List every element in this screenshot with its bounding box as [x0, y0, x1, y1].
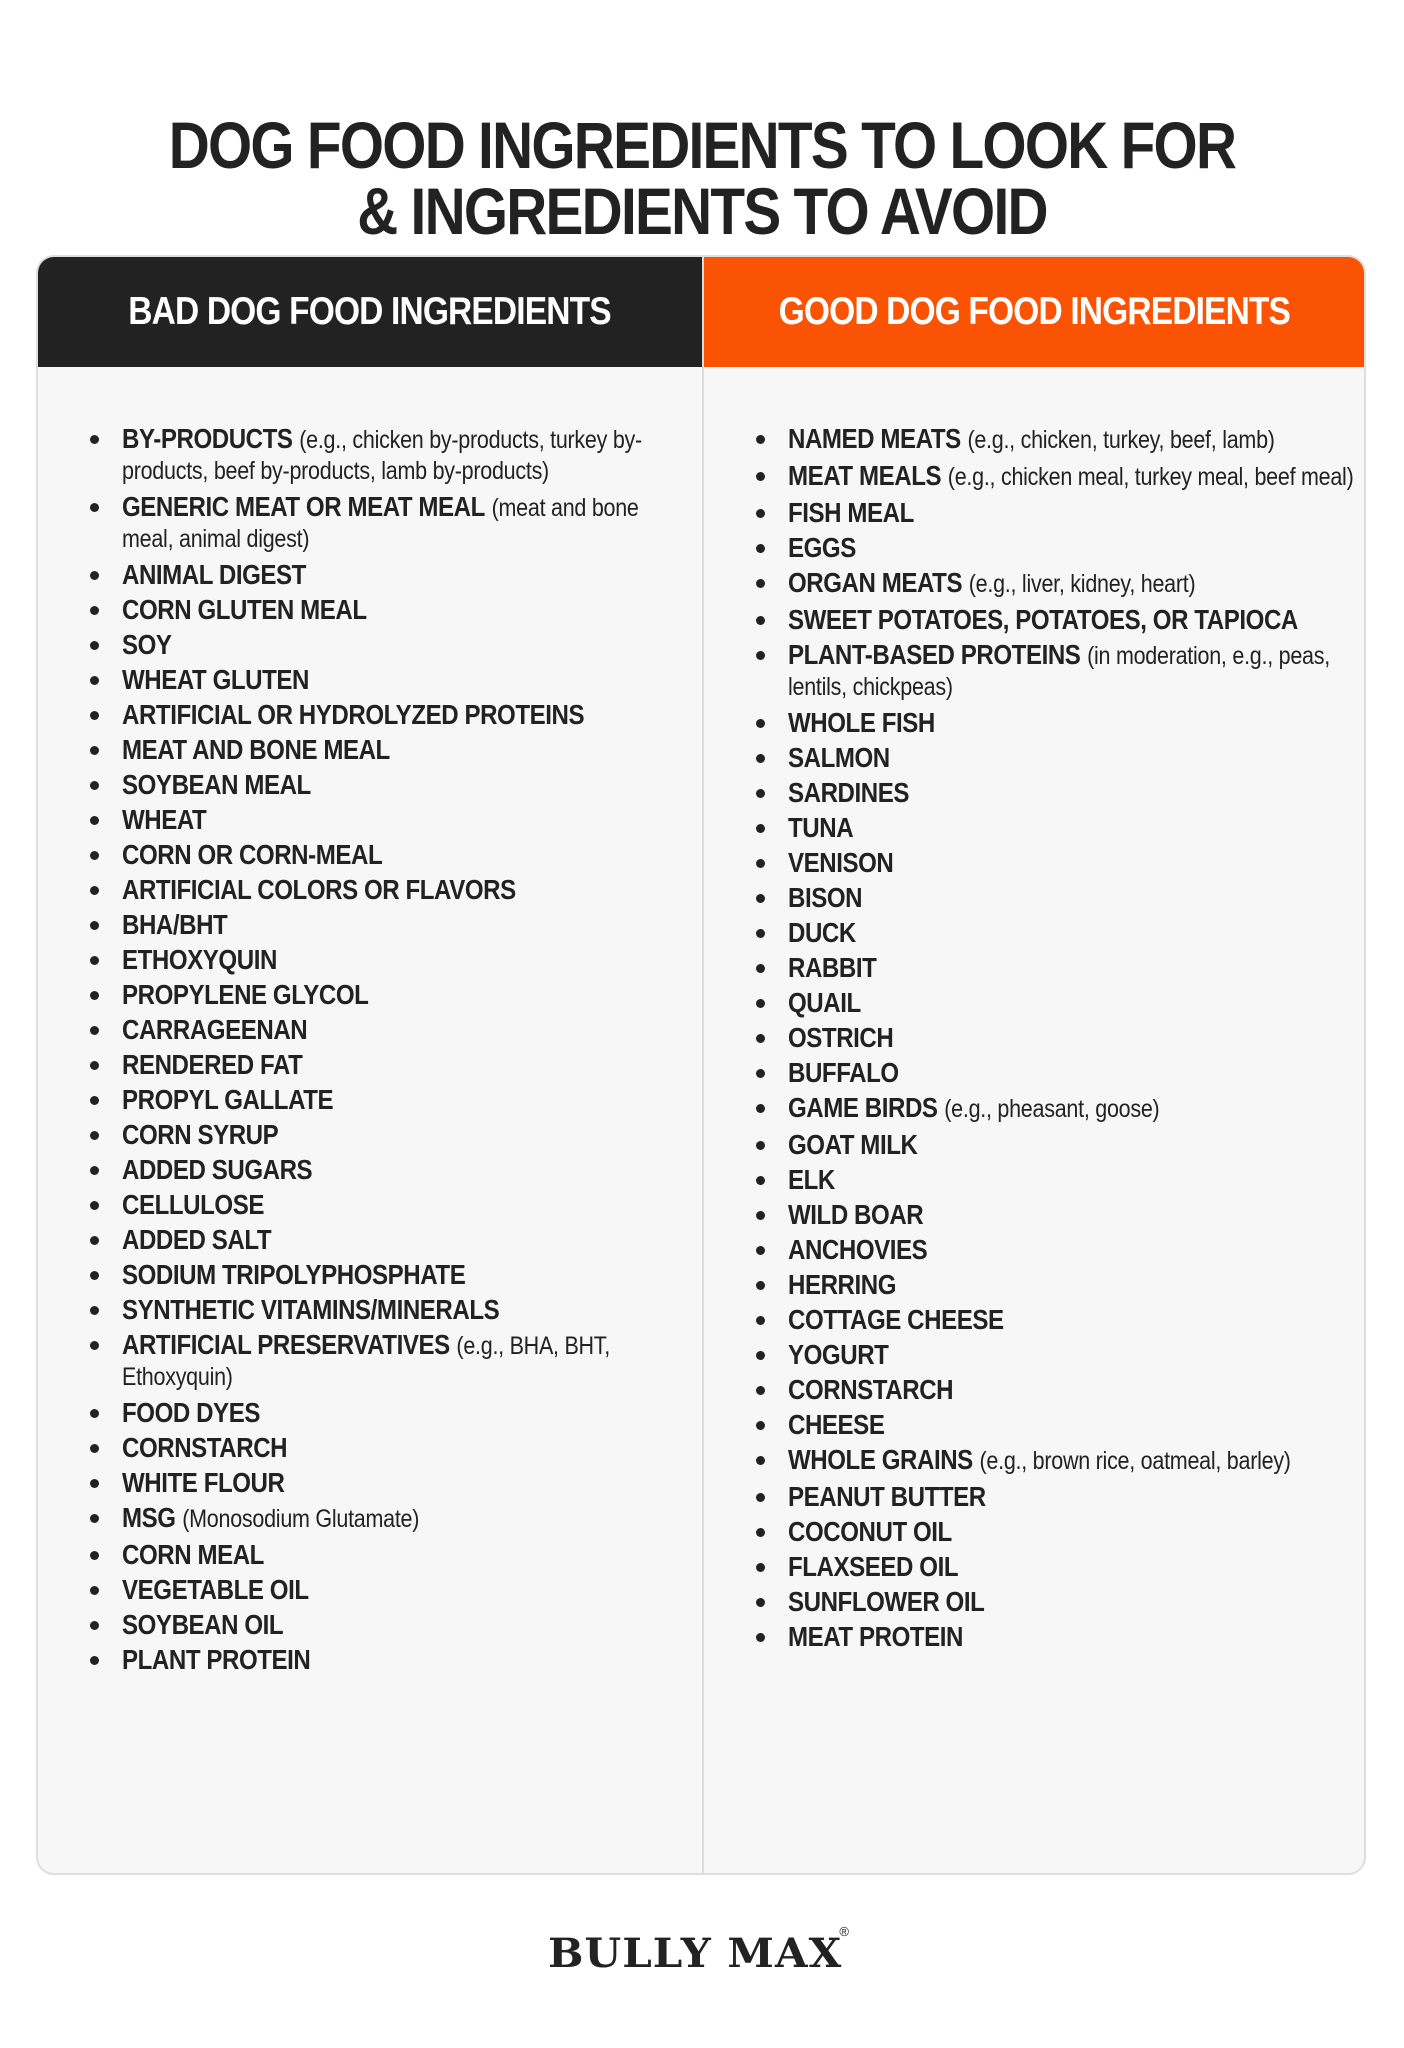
item-text [788, 605, 1355, 634]
list-item [756, 605, 1356, 634]
list-item [90, 1330, 680, 1392]
item-text [788, 640, 1355, 702]
bullet-icon [90, 571, 99, 580]
ingredient-name: PLANT-BASED PROTEINS [788, 639, 1081, 670]
item-text [788, 1552, 1355, 1581]
item-text [122, 980, 679, 1009]
list-item [756, 1130, 1356, 1159]
item-text [122, 1645, 679, 1674]
item-text [122, 630, 679, 659]
bullet-icon [756, 964, 765, 973]
ingredient-name: GOAT MILK [788, 1129, 918, 1160]
bullet-icon [90, 1061, 99, 1070]
list-item [90, 805, 680, 834]
ingredient-name: GAME BIRDS [788, 1092, 938, 1123]
ingredient-name: BHA/BHT [122, 909, 228, 940]
ingredient-name: VENISON [788, 847, 894, 878]
brand-logo [0, 1924, 1404, 1977]
bullet-icon [756, 929, 765, 938]
ingredient-name: GENERIC MEAT OR MEAT MEAL [122, 491, 485, 522]
ingredient-name: PROPYL GALLATE [122, 1084, 334, 1115]
ingredient-name: PLANT PROTEIN [122, 1644, 311, 1675]
ingredient-note: (e.g., liver, kidney, heart) [968, 570, 1196, 598]
bullet-icon [756, 472, 765, 481]
ingredient-name: MEAT PROTEIN [788, 1621, 963, 1652]
bullet-icon [756, 1281, 765, 1290]
item-text [788, 1445, 1355, 1476]
item-text [122, 1330, 679, 1392]
bullet-icon [90, 1236, 99, 1245]
list-item [756, 1622, 1356, 1651]
title-line-1: DOG FOOD INGREDIENTS TO LOOK FOR [168, 108, 1236, 183]
ingredient-name: CORN OR CORN-MEAL [122, 839, 383, 870]
bullet-icon [756, 1456, 765, 1465]
list-item [90, 630, 680, 659]
bullet-icon [90, 991, 99, 1000]
ingredient-note: (e.g., pheasant, goose) [944, 1095, 1160, 1123]
bullet-icon [756, 1633, 765, 1642]
list-item [90, 1398, 680, 1427]
item-text [122, 1468, 679, 1497]
bullet-icon [756, 719, 765, 728]
bullet-icon [90, 1656, 99, 1665]
bullet-icon [90, 816, 99, 825]
item-text [788, 1622, 1355, 1651]
bullet-icon [90, 921, 99, 930]
list-item [90, 1295, 680, 1324]
list-item [756, 1482, 1356, 1511]
list-item [756, 743, 1356, 772]
list-item [756, 848, 1356, 877]
bullet-icon [90, 1551, 99, 1560]
list-item [90, 840, 680, 869]
ingredient-name: WHEAT [122, 804, 207, 835]
list-item [756, 568, 1356, 599]
ingredient-name: ADDED SUGARS [122, 1154, 313, 1185]
ingredient-name: CORN GLUTEN MEAL [122, 594, 367, 625]
brand-logo-text: BULLY MAX [548, 1930, 843, 1977]
bullet-icon [90, 1409, 99, 1418]
ingredient-name: SYNTHETIC VITAMINS/MINERALS [122, 1294, 500, 1325]
list-item [90, 560, 680, 589]
ingredient-name: SARDINES [788, 777, 910, 808]
bullet-icon [756, 1034, 765, 1043]
item-text [122, 910, 679, 939]
list-item [90, 1190, 680, 1219]
bullet-icon [90, 1479, 99, 1488]
bullet-icon [90, 781, 99, 790]
list-item [756, 778, 1356, 807]
bullet-icon [90, 1096, 99, 1105]
bullet-icon [90, 956, 99, 965]
bullet-icon [90, 1131, 99, 1140]
item-text [122, 875, 679, 904]
good-ingredients-header-label: GOOD DOG FOOD INGREDIENTS [778, 290, 1290, 333]
item-text [122, 560, 679, 589]
bullet-icon [756, 616, 765, 625]
item-text [788, 1482, 1355, 1511]
list-item [756, 1093, 1356, 1124]
ingredient-note: (e.g., chicken meal, turkey meal, beef meal) [947, 463, 1354, 491]
good-ingredients-list [756, 424, 1356, 1657]
ingredient-name: ARTIFICIAL PRESERVATIVES [122, 1329, 450, 1360]
list-item [756, 1235, 1356, 1264]
bullet-icon [756, 1316, 765, 1325]
item-text [788, 461, 1355, 492]
bullet-icon [90, 851, 99, 860]
list-item [90, 945, 680, 974]
list-item [90, 910, 680, 939]
item-text [788, 778, 1355, 807]
item-text [122, 735, 679, 764]
ingredient-name: VEGETABLE OIL [122, 1574, 309, 1605]
ingredient-name: SODIUM TRIPOLYPHOSPHATE [122, 1259, 466, 1290]
item-text [122, 595, 679, 624]
item-text [788, 1340, 1355, 1369]
item-text [788, 1305, 1355, 1334]
bullet-icon [756, 1176, 765, 1185]
list-item [756, 1023, 1356, 1052]
ingredient-note: (in moderation, e.g., peas, lentils, chickpeas) [788, 642, 1330, 701]
bullet-icon [90, 641, 99, 650]
bullet-icon [90, 746, 99, 755]
bullet-icon [756, 1104, 765, 1113]
item-text [122, 1190, 679, 1219]
item-text [788, 1375, 1355, 1404]
ingredient-name: FISH MEAL [788, 497, 914, 528]
ingredient-name: CHEESE [788, 1409, 885, 1440]
item-text [788, 1200, 1355, 1229]
bullet-icon [90, 1306, 99, 1315]
ingredient-name: WHITE FLOUR [122, 1467, 285, 1498]
list-item [756, 1445, 1356, 1476]
list-item [90, 424, 680, 486]
item-text [122, 1085, 679, 1114]
ingredient-name: ORGAN MEATS [788, 567, 963, 598]
title-line-2: & INGREDIENTS TO AVOID [357, 174, 1047, 249]
item-text [788, 1093, 1355, 1124]
ingredient-name: ETHOXYQUIN [122, 944, 277, 975]
bullet-icon [90, 1026, 99, 1035]
item-text [788, 1587, 1355, 1616]
ingredient-name: CORNSTARCH [122, 1432, 288, 1463]
bullet-icon [756, 824, 765, 833]
list-item [90, 770, 680, 799]
item-text [788, 533, 1355, 562]
ingredient-name: DUCK [788, 917, 856, 948]
ingredient-name: SOY [122, 629, 172, 660]
list-item [756, 1340, 1356, 1369]
ingredient-name: FLAXSEED OIL [788, 1551, 959, 1582]
list-item [756, 988, 1356, 1017]
list-item [90, 1645, 680, 1674]
item-text [122, 1433, 679, 1462]
ingredient-name: ELK [788, 1164, 835, 1195]
item-text [122, 1503, 679, 1534]
ingredient-name: COTTAGE CHEESE [788, 1304, 1004, 1335]
item-text [122, 1398, 679, 1427]
list-item [90, 1155, 680, 1184]
list-item [90, 492, 680, 554]
item-text [122, 945, 679, 974]
ingredient-name: PROPYLENE GLYCOL [122, 979, 369, 1010]
bullet-icon [756, 1141, 765, 1150]
list-item [756, 1165, 1356, 1194]
ingredient-name: ADDED SALT [122, 1224, 272, 1255]
bullet-icon [756, 789, 765, 798]
list-item [90, 1610, 680, 1639]
list-item [756, 1375, 1356, 1404]
ingredient-note: (meat and bone meal, animal digest) [122, 494, 639, 553]
list-item [90, 980, 680, 1009]
item-text [788, 1235, 1355, 1264]
ingredient-note: (Monosodium Glutamate) [182, 1505, 420, 1533]
list-item [90, 595, 680, 624]
item-text [122, 1155, 679, 1184]
list-item [756, 918, 1356, 947]
item-text [788, 1517, 1355, 1546]
ingredient-name: WHEAT GLUTEN [122, 664, 310, 695]
ingredient-name: PEANUT BUTTER [788, 1481, 986, 1512]
list-item [90, 1503, 680, 1534]
ingredient-name: HERRING [788, 1269, 897, 1300]
item-text [122, 805, 679, 834]
item-text [788, 1130, 1355, 1159]
bullet-icon [756, 1069, 765, 1078]
list-item [756, 1517, 1356, 1546]
ingredients-comparison-table [36, 255, 1366, 1875]
bullet-icon [90, 1271, 99, 1280]
bullet-icon [90, 1341, 99, 1350]
ingredient-note: (e.g., chicken by-products, turkey by-products, beef by-products, lamb by-products) [122, 426, 642, 485]
ingredient-name: CORNSTARCH [788, 1374, 954, 1405]
ingredient-name: MSG [122, 1502, 176, 1533]
ingredient-name: SOYBEAN OIL [122, 1609, 284, 1640]
list-item [90, 875, 680, 904]
ingredient-name: NAMED MEATS [788, 423, 961, 454]
bullet-icon [756, 754, 765, 763]
good-ingredients-column [704, 257, 1364, 1873]
list-item [90, 1575, 680, 1604]
list-item [756, 1200, 1356, 1229]
list-item [90, 1015, 680, 1044]
ingredient-note: (e.g., BHA, BHT, Ethoxyquin) [122, 1332, 611, 1391]
ingredient-name: ANIMAL DIGEST [122, 559, 306, 590]
list-item [756, 461, 1356, 492]
bullet-icon [756, 859, 765, 868]
item-text [788, 813, 1355, 842]
item-text [788, 918, 1355, 947]
bullet-icon [756, 435, 765, 444]
ingredient-note: (e.g., chicken, turkey, beef, lamb) [967, 426, 1275, 454]
bad-ingredients-header [38, 257, 702, 367]
list-item [756, 813, 1356, 842]
ingredient-name: SUNFLOWER OIL [788, 1586, 985, 1617]
ingredient-note: (e.g., brown rice, oatmeal, barley) [979, 1447, 1291, 1475]
ingredient-name: COCONUT OIL [788, 1516, 952, 1547]
list-item [90, 1540, 680, 1569]
ingredient-name: QUAIL [788, 987, 861, 1018]
bullet-icon [90, 1514, 99, 1523]
item-text [788, 1023, 1355, 1052]
bullet-icon [756, 999, 765, 1008]
list-item [90, 735, 680, 764]
ingredient-name: RABBIT [788, 952, 877, 983]
item-text [122, 1610, 679, 1639]
bullet-icon [756, 509, 765, 518]
list-item [756, 1305, 1356, 1334]
ingredient-name: YOGURT [788, 1339, 889, 1370]
list-item [90, 1085, 680, 1114]
item-text [122, 1015, 679, 1044]
item-text [122, 1050, 679, 1079]
list-item [756, 1552, 1356, 1581]
ingredient-name: ARTIFICIAL COLORS OR FLAVORS [122, 874, 516, 905]
bullet-icon [756, 1421, 765, 1430]
item-text [122, 1120, 679, 1149]
ingredient-name: BISON [788, 882, 863, 913]
item-text [122, 770, 679, 799]
bullet-icon [756, 1563, 765, 1572]
item-text [788, 568, 1355, 599]
ingredient-name: BY-PRODUCTS [122, 423, 293, 454]
ingredient-name: OSTRICH [788, 1022, 894, 1053]
item-text [122, 700, 679, 729]
item-text [788, 1058, 1355, 1087]
ingredient-name: CELLULOSE [122, 1189, 264, 1220]
ingredient-name: SALMON [788, 742, 890, 773]
ingredient-name: BUFFALO [788, 1057, 899, 1088]
list-item [756, 424, 1356, 455]
ingredient-name: WHOLE FISH [788, 707, 935, 738]
bullet-icon [90, 1621, 99, 1630]
item-text [788, 424, 1355, 455]
ingredient-name: RENDERED FAT [122, 1049, 303, 1080]
list-item [756, 1410, 1356, 1439]
page-title [98, 108, 1305, 249]
bullet-icon [90, 1166, 99, 1175]
list-item [90, 1260, 680, 1289]
ingredient-name: EGGS [788, 532, 856, 563]
ingredient-name: TUNA [788, 812, 854, 843]
bullet-icon [756, 1351, 765, 1360]
item-text [788, 953, 1355, 982]
item-text [122, 424, 679, 486]
ingredient-name: SWEET POTATOES, POTATOES, OR TAPIOCA [788, 604, 1298, 635]
ingredient-name: MEAT MEALS [788, 460, 942, 491]
bullet-icon [756, 1598, 765, 1607]
item-text [122, 1575, 679, 1604]
bullet-icon [90, 711, 99, 720]
bullet-icon [756, 579, 765, 588]
ingredient-name: CORN MEAL [122, 1539, 264, 1570]
item-text [788, 498, 1355, 527]
bullet-icon [756, 651, 765, 660]
item-text [788, 848, 1355, 877]
list-item [90, 665, 680, 694]
bullet-icon [756, 1211, 765, 1220]
list-item [90, 1433, 680, 1462]
item-text [122, 1225, 679, 1254]
list-item [756, 498, 1356, 527]
list-item [756, 953, 1356, 982]
list-item [756, 1058, 1356, 1087]
bullet-icon [90, 1444, 99, 1453]
bullet-icon [90, 1586, 99, 1595]
item-text [122, 840, 679, 869]
list-item [756, 533, 1356, 562]
ingredient-name: WILD BOAR [788, 1199, 924, 1230]
bullet-icon [756, 1493, 765, 1502]
bullet-icon [90, 886, 99, 895]
ingredient-name: WHOLE GRAINS [788, 1444, 973, 1475]
item-text [122, 1260, 679, 1289]
bullet-icon [756, 544, 765, 553]
item-text [122, 1295, 679, 1324]
bullet-icon [90, 503, 99, 512]
list-item [756, 883, 1356, 912]
item-text [788, 708, 1355, 737]
item-text [788, 743, 1355, 772]
item-text [122, 492, 679, 554]
bullet-icon [90, 1201, 99, 1210]
list-item [756, 708, 1356, 737]
registered-mark-icon: ® [839, 1924, 849, 1939]
ingredient-name: CORN SYRUP [122, 1119, 279, 1150]
good-ingredients-header [704, 257, 1364, 367]
list-item [90, 700, 680, 729]
bullet-icon [756, 1386, 765, 1395]
item-text [788, 1270, 1355, 1299]
bad-ingredients-column [38, 257, 704, 1873]
ingredient-name: FOOD DYES [122, 1397, 260, 1428]
list-item [90, 1225, 680, 1254]
list-item [90, 1120, 680, 1149]
bad-ingredients-list [90, 424, 680, 1680]
bullet-icon [756, 894, 765, 903]
ingredient-name: MEAT AND BONE MEAL [122, 734, 390, 765]
ingredient-name: ARTIFICIAL OR HYDROLYZED PROTEINS [122, 699, 585, 730]
bullet-icon [90, 435, 99, 444]
bullet-icon [756, 1528, 765, 1537]
ingredient-name: CARRAGEENAN [122, 1014, 308, 1045]
list-item [756, 640, 1356, 702]
ingredient-name: ANCHOVIES [788, 1234, 928, 1265]
item-text [788, 1410, 1355, 1439]
bad-ingredients-header-label: BAD DOG FOOD INGREDIENTS [128, 290, 612, 333]
list-item [756, 1270, 1356, 1299]
list-item [756, 1587, 1356, 1616]
item-text [788, 988, 1355, 1017]
ingredient-name: SOYBEAN MEAL [122, 769, 311, 800]
item-text [122, 665, 679, 694]
bullet-icon [90, 606, 99, 615]
item-text [788, 883, 1355, 912]
list-item [90, 1468, 680, 1497]
bullet-icon [756, 1246, 765, 1255]
list-item [90, 1050, 680, 1079]
item-text [122, 1540, 679, 1569]
item-text [788, 1165, 1355, 1194]
bullet-icon [90, 676, 99, 685]
